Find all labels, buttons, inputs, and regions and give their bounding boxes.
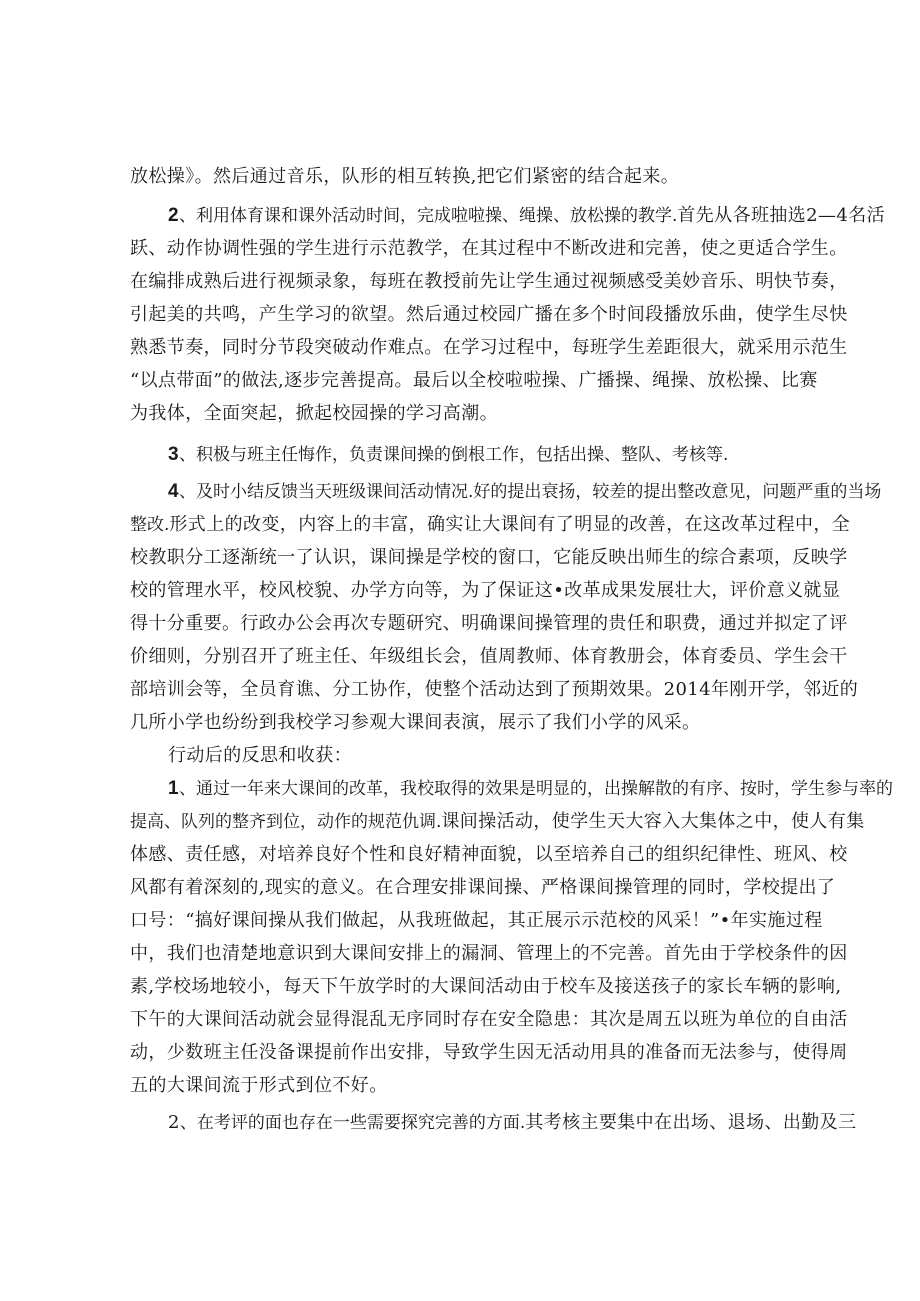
paragraph-lead: 、利用体育课和课外活动时间，完成啦啦操、绳操、放松操的教学. [178,206,678,226]
paragraph-lead: 整改. [130,515,170,535]
paragraph-5-line: 动，少数班主任没备课提前作出安排，导致学生因无活动用具的准备而无法参与，使得周 [130,1042,848,1063]
paragraph-2-line: 为我体，全面突起，掀起校园操的学习高潮。 [130,403,498,424]
paragraph-text: 其考核主要集中在出场、退场、出勤及三 [525,1112,857,1133]
paragraph-5-line: 下午的大课间活动就会显得混乱无序同时存在安全隐患：其次是周五以班为单位的自由活 [130,1009,848,1030]
paragraph-text: 课间操活动，使学生天大容入大集体之中，使人有集 [441,811,865,832]
paragraph-4-line: 校的管理水平，校风校貌、办学方向等，为了保证这•改革成果发展壮大，评价意义就显 [130,580,841,601]
paragraph-5-line: 体感、责任感，对培养良好个性和良好精神面貌，以至培养自己的组织纪律性、班风、校 [130,844,848,865]
paragraph-2-line: 熟悉节奏，同时分节段突破动作难点。在学习过程中，每班学生差距很大，就采用示范生 [130,337,848,358]
list-number: 2 [168,1112,180,1133]
paragraph-4-line: 部培训会等，全员育谯、分工协作，使整个活动达到了预期效果。2014年刚开学，邻近的 [130,679,859,700]
paragraph-lead: 、在考评的面也存在一些需要探究完善的方面. [179,1113,526,1133]
paragraph-2-line: 跃、动作协调性强的学生进行示范教学，在其过程中不断改进和完善，使之更适合学生。 [130,238,848,259]
paragraph-text: 形式上的改变，内容上的丰富，确实让大课间有了明显的改善，在这改革过程中，全 [169,514,851,535]
paragraph-2-line: “以点带面”的做法,逐步完善提高。最后以全校啦啦操、广播操、绳操、放松操、比赛 [130,370,818,391]
paragraph-lead: 提高、队列的整齐到位，动作的规范仇调. [130,812,442,832]
paragraph-5-line-1 [130,772,893,805]
paragraph-4-line: 得十分重要。行政办公会再次专题研究、明确课间操管理的贵任和职费，通过并拟定了评 [130,613,848,634]
paragraph-5-line: 风都有着深刻的,现实的意义。在合理安排课间操、严格课间操管理的同时，学校提出了 [130,877,836,898]
paragraph-3-line [130,438,792,471]
list-number: 1 [168,778,179,799]
paragraph-2-line-1 [130,199,886,232]
list-number: 4 [168,481,179,502]
paragraph-4-line: 价细则，分别召开了班主任、年级组长会，值周教师、体育教册会，体育委员、学生会干 [130,646,848,667]
paragraph-text: 首先从各班抽选2—4名活 [677,205,886,226]
paragraph-2-line: 在编排成熟后进行视频录象，每班在教授前先让学生通过视频感受美妙音乐、明快节奏， [130,271,848,292]
list-number: 3 [168,444,179,465]
paragraph-5-line: 中，我们也清楚地意识到大课间安排上的漏洞、管理上的不完善。首先由于学校条件的因 [130,943,848,964]
paragraph-5-line: 素,学校场地较小，每天下午放学时的大课间活动由于校车及接送孩子的家长车辆的影响, [130,976,842,997]
paragraph-2-line: 引起美的共鸣，产生学习的欲望。然后通过校园广播在多个时间段播放乐曲，使学生尽快 [130,304,848,325]
paragraph-continuation-line: 放松操》。然后通过音乐，队形的相互转换,把它们紧密的结合起来。 [130,166,680,187]
paragraph-lead: 、积极与班主任悔作，负责课间操的倒根工作，包括出操、整队、考核等. [178,445,729,465]
section-heading: 行动后的反思和收获： [168,745,352,766]
document-body [130,160,893,1139]
paragraph-4-line: 几所小学也纷纷到我校学习参观大课间表演，展示了我们小学的风采。 [130,712,701,733]
paragraph-5-line: 五的大课间流于形式到位不好。 [130,1075,388,1096]
paragraph-lead: 、通过一年来大课间的改革，我校取得的效果是明显的，出操解散的有序、按时，学生参与率的 [178,779,893,799]
paragraph-4-line-2 [130,508,851,541]
paragraph-4-line: 校教职分工逐渐统一了认识，课间操是学校的窗口，它能反映出师生的综合素项，反映学 [130,547,848,568]
paragraph-5-line: 口号：“搞好课间操从我们做起，从我班做起，其正展示示范校的风采！”•年实施过程 [130,910,823,931]
paragraph-4-line-1 [130,475,882,508]
paragraph-5-line-2 [130,805,865,838]
paragraph-6-line-1 [130,1106,857,1139]
list-number: 2 [168,205,179,226]
paragraph-lead: 、及时小结反馈当天班级课间活动情况.好的提出衰扬，较差的提出整改意见，问题严重的当场 [178,482,882,502]
